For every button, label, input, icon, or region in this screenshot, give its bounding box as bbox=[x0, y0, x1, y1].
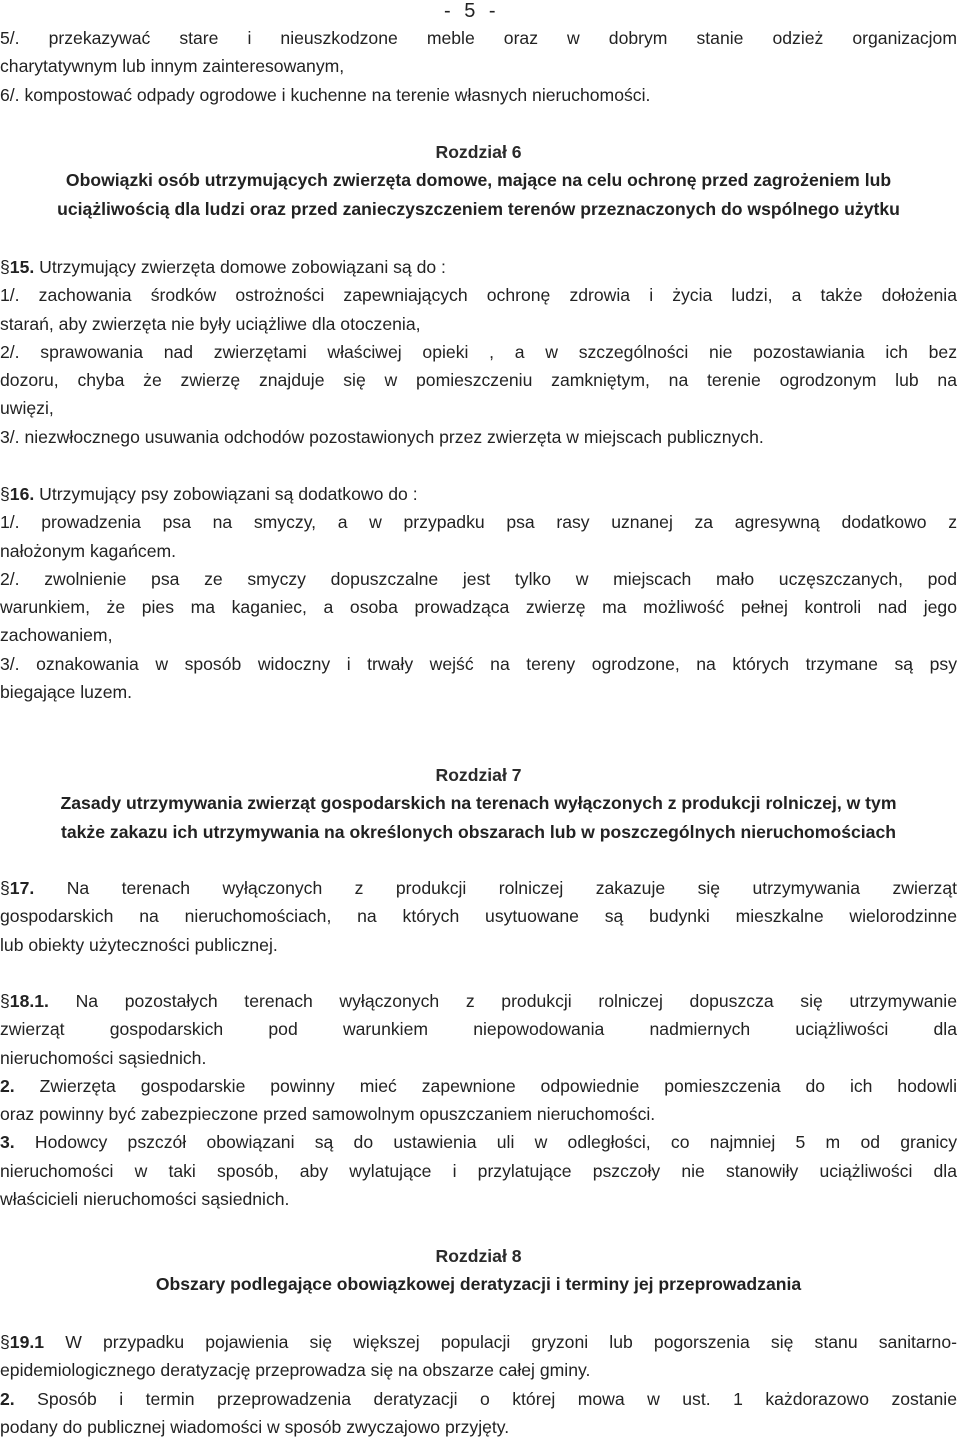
page-number: - 5 - bbox=[444, 0, 500, 22]
list-item: 2/. zwolnienie psa ze smyczy dopuszczalne jest tylko w miejscach mało uczęszczanych, pod bbox=[0, 568, 957, 589]
list-item-cont: nałożonym kagańcem. bbox=[0, 540, 177, 561]
chapter-heading: Rozdział 6 bbox=[435, 142, 522, 162]
paragraph-text-cont: oraz powinny być zabezpieczone przed samowolnym opuszczaniem nieruchomości. bbox=[0, 1104, 656, 1125]
paragraph-number: 2. bbox=[0, 1075, 15, 1096]
section-16 bbox=[0, 480, 957, 706]
list-item: 1/. prowadzenia psa na smyczy, a w przypadku psa rasy uznanej za agresywną dodatkowo z bbox=[0, 512, 957, 533]
list-item-cont: starań, aby zwierzęta nie były uciążliwe dla otoczenia, bbox=[0, 313, 421, 334]
intro-list bbox=[0, 24, 957, 109]
chapter-title: Obszary podlegające obowiązkowej deratyzacji i terminy jej przeprowadzania bbox=[155, 1274, 802, 1295]
list-item: 1/. zachowania środków ostrożności zapewniających ochronę zdrowia i życia ludzi, a także dołożenia bbox=[0, 285, 957, 306]
section-text-cont: lub obiekty użyteczności publicznej. bbox=[0, 934, 278, 955]
list-item: 2/. sprawowania nad zwierzętami właściwej opieki , a w szczególności nie pozostawiania ich bez bbox=[0, 341, 957, 362]
intro-item-5: 5/. przekazywać stare i nieuszkodzone meble oraz w dobrym stanie odzież organizacjom bbox=[0, 28, 957, 48]
chapter6-heading-block bbox=[0, 138, 957, 223]
chapter-heading: Rozdział 8 bbox=[435, 1246, 522, 1266]
section-text: Na terenach wyłączonych z produkcji rolniczej zakazuje się utrzymywania zwierząt bbox=[34, 878, 957, 898]
section-18-line: §18.1. Na pozostałych terenach wyłączonych z produkcji rolniczej dopuszcza się utrzymywanie bbox=[0, 991, 957, 1011]
section-number: 17. bbox=[9, 878, 35, 898]
section-number: 18.1. bbox=[9, 991, 49, 1011]
section-number: 15. bbox=[9, 257, 35, 277]
paragraph-text: Hodowcy pszczół obowiązani są do ustawienia uli w odległości, co najmniej 5 m od granicy bbox=[14, 1132, 957, 1153]
chapter-title: Zasady utrzymywania zwierząt gospodarskich na terenach wyłączonych z produkcji rolniczej, w tym bbox=[60, 793, 897, 814]
section-19-line: §19.1 W przypadku pojawienia się większej populacji gryzoni lub pogorszenia się stanu sanitarno- bbox=[0, 1332, 957, 1352]
section-intro: Utrzymujący zwierzęta domowe zobowiązani są do : bbox=[34, 257, 446, 277]
chapter7-heading-block bbox=[0, 761, 957, 846]
list-item-cont: uwięzi, bbox=[0, 398, 54, 419]
section-number: 19.1 bbox=[9, 1332, 45, 1352]
chapter-title-cont: uciążliwością dla ludzi oraz przed zanieczyszczeniem terenów przeznaczonych do wspólnego użytku bbox=[57, 198, 900, 219]
paragraph-text-cont: właścicieli nieruchomości sąsiednich. bbox=[0, 1189, 290, 1210]
paragraph-text-cont: podany do publicznej wiadomości w sposób zwyczajowo przyjęty. bbox=[0, 1416, 510, 1437]
intro-item-6: 6/. kompostować odpady ogrodowe i kuchenne na terenie własnych nieruchomości. bbox=[0, 84, 651, 105]
paragraph-text: Zwierzęta gospodarskie powinny mieć zapewnione odpowiednie pomieszczenia do ich hodowli bbox=[14, 1075, 957, 1096]
paragraph-text: Sposób i termin przeprowadzenia deratyzacji o której mowa w ust. 1 każdorazowo zostanie bbox=[14, 1388, 957, 1409]
list-item: 3/. oznakowania w sposób widoczny i trwały wejść na tereny ogrodzone, na których trzymane są psy bbox=[0, 653, 957, 674]
chapter-title-cont: także zakazu ich utrzymywania na określonych obszarach lub w poszczególnych nieruchomościach bbox=[61, 821, 896, 842]
section-text-cont: nieruchomości sąsiednich. bbox=[0, 1047, 207, 1068]
section-intro: Utrzymujący psy zobowiązani są dodatkowo do : bbox=[34, 484, 418, 504]
chapter-title: Obowiązki osób utrzymujących zwierzęta domowe, mające na celu ochronę przed zagrożeniem lub bbox=[65, 170, 892, 191]
paragraph-text-cont: nieruchomości w taki sposób, aby wylatujące i przylatujące pszczoły nie stanowiły uciążliwości dla bbox=[0, 1160, 957, 1181]
list-item-cont: warunkiem, że pies ma kaganiec, a osoba prowadząca zwierzę ma możliwość pełnej kontroli nad jego bbox=[0, 597, 957, 618]
section-16-heading: §16. Utrzymujący psy zobowiązani są dodatkowo do : bbox=[0, 484, 418, 504]
section-text: Na pozostałych terenach wyłączonych z produkcji rolniczej dopuszcza się utrzymywanie bbox=[48, 991, 957, 1011]
section-15 bbox=[0, 253, 957, 451]
paragraph-3 bbox=[0, 1128, 957, 1156]
list-item-cont: dozoru, chyba że zwierzę znajduje się w pomieszczeniu zamkniętym, na terenie ogrodzonym lub na bbox=[0, 370, 957, 391]
section-15-heading: §15. Utrzymujący zwierzęta domowe zobowiązani są do : bbox=[0, 257, 446, 277]
intro-item-5-cont: charytatywnym lub innym zainteresowanym, bbox=[0, 56, 345, 77]
paragraph-number: 2. bbox=[0, 1388, 15, 1409]
paragraph-number: 3. bbox=[0, 1132, 15, 1153]
section-number: 16. bbox=[9, 484, 35, 504]
section-18 bbox=[0, 987, 957, 1213]
section-19 bbox=[0, 1328, 957, 1441]
section-17 bbox=[0, 874, 957, 959]
chapter-heading: Rozdział 7 bbox=[435, 765, 522, 785]
section-17-line: §17. Na terenach wyłączonych z produkcji rolniczej zakazuje się utrzymywania zwierząt bbox=[0, 878, 957, 898]
section-text-cont: zwierząt gospodarskich pod warunkiem niepowodowania nadmiernych uciążliwości dla bbox=[0, 1019, 957, 1040]
chapter8-heading-block bbox=[0, 1242, 957, 1299]
list-item: 3/. niezwłocznego usuwania odchodów pozostawionych przez zwierzęta w miejscach publicznych. bbox=[0, 426, 764, 447]
paragraph-2 bbox=[0, 1072, 957, 1100]
paragraph-2 bbox=[0, 1385, 957, 1413]
list-item-cont: biegające luzem. bbox=[0, 682, 133, 703]
section-text: W przypadku pojawienia się większej populacji gryzoni lub pogorszenia się stanu sanitarno- bbox=[44, 1332, 957, 1352]
section-text-cont: epidemiologicznego deratyzację przeprowadza się na obszarze całej gminy. bbox=[0, 1360, 591, 1381]
list-item-cont: zachowaniem, bbox=[0, 625, 113, 646]
section-text-cont: gospodarskich na nieruchomościach, na których usytuowane są budynki mieszkalne wielorodzinne bbox=[0, 906, 957, 927]
